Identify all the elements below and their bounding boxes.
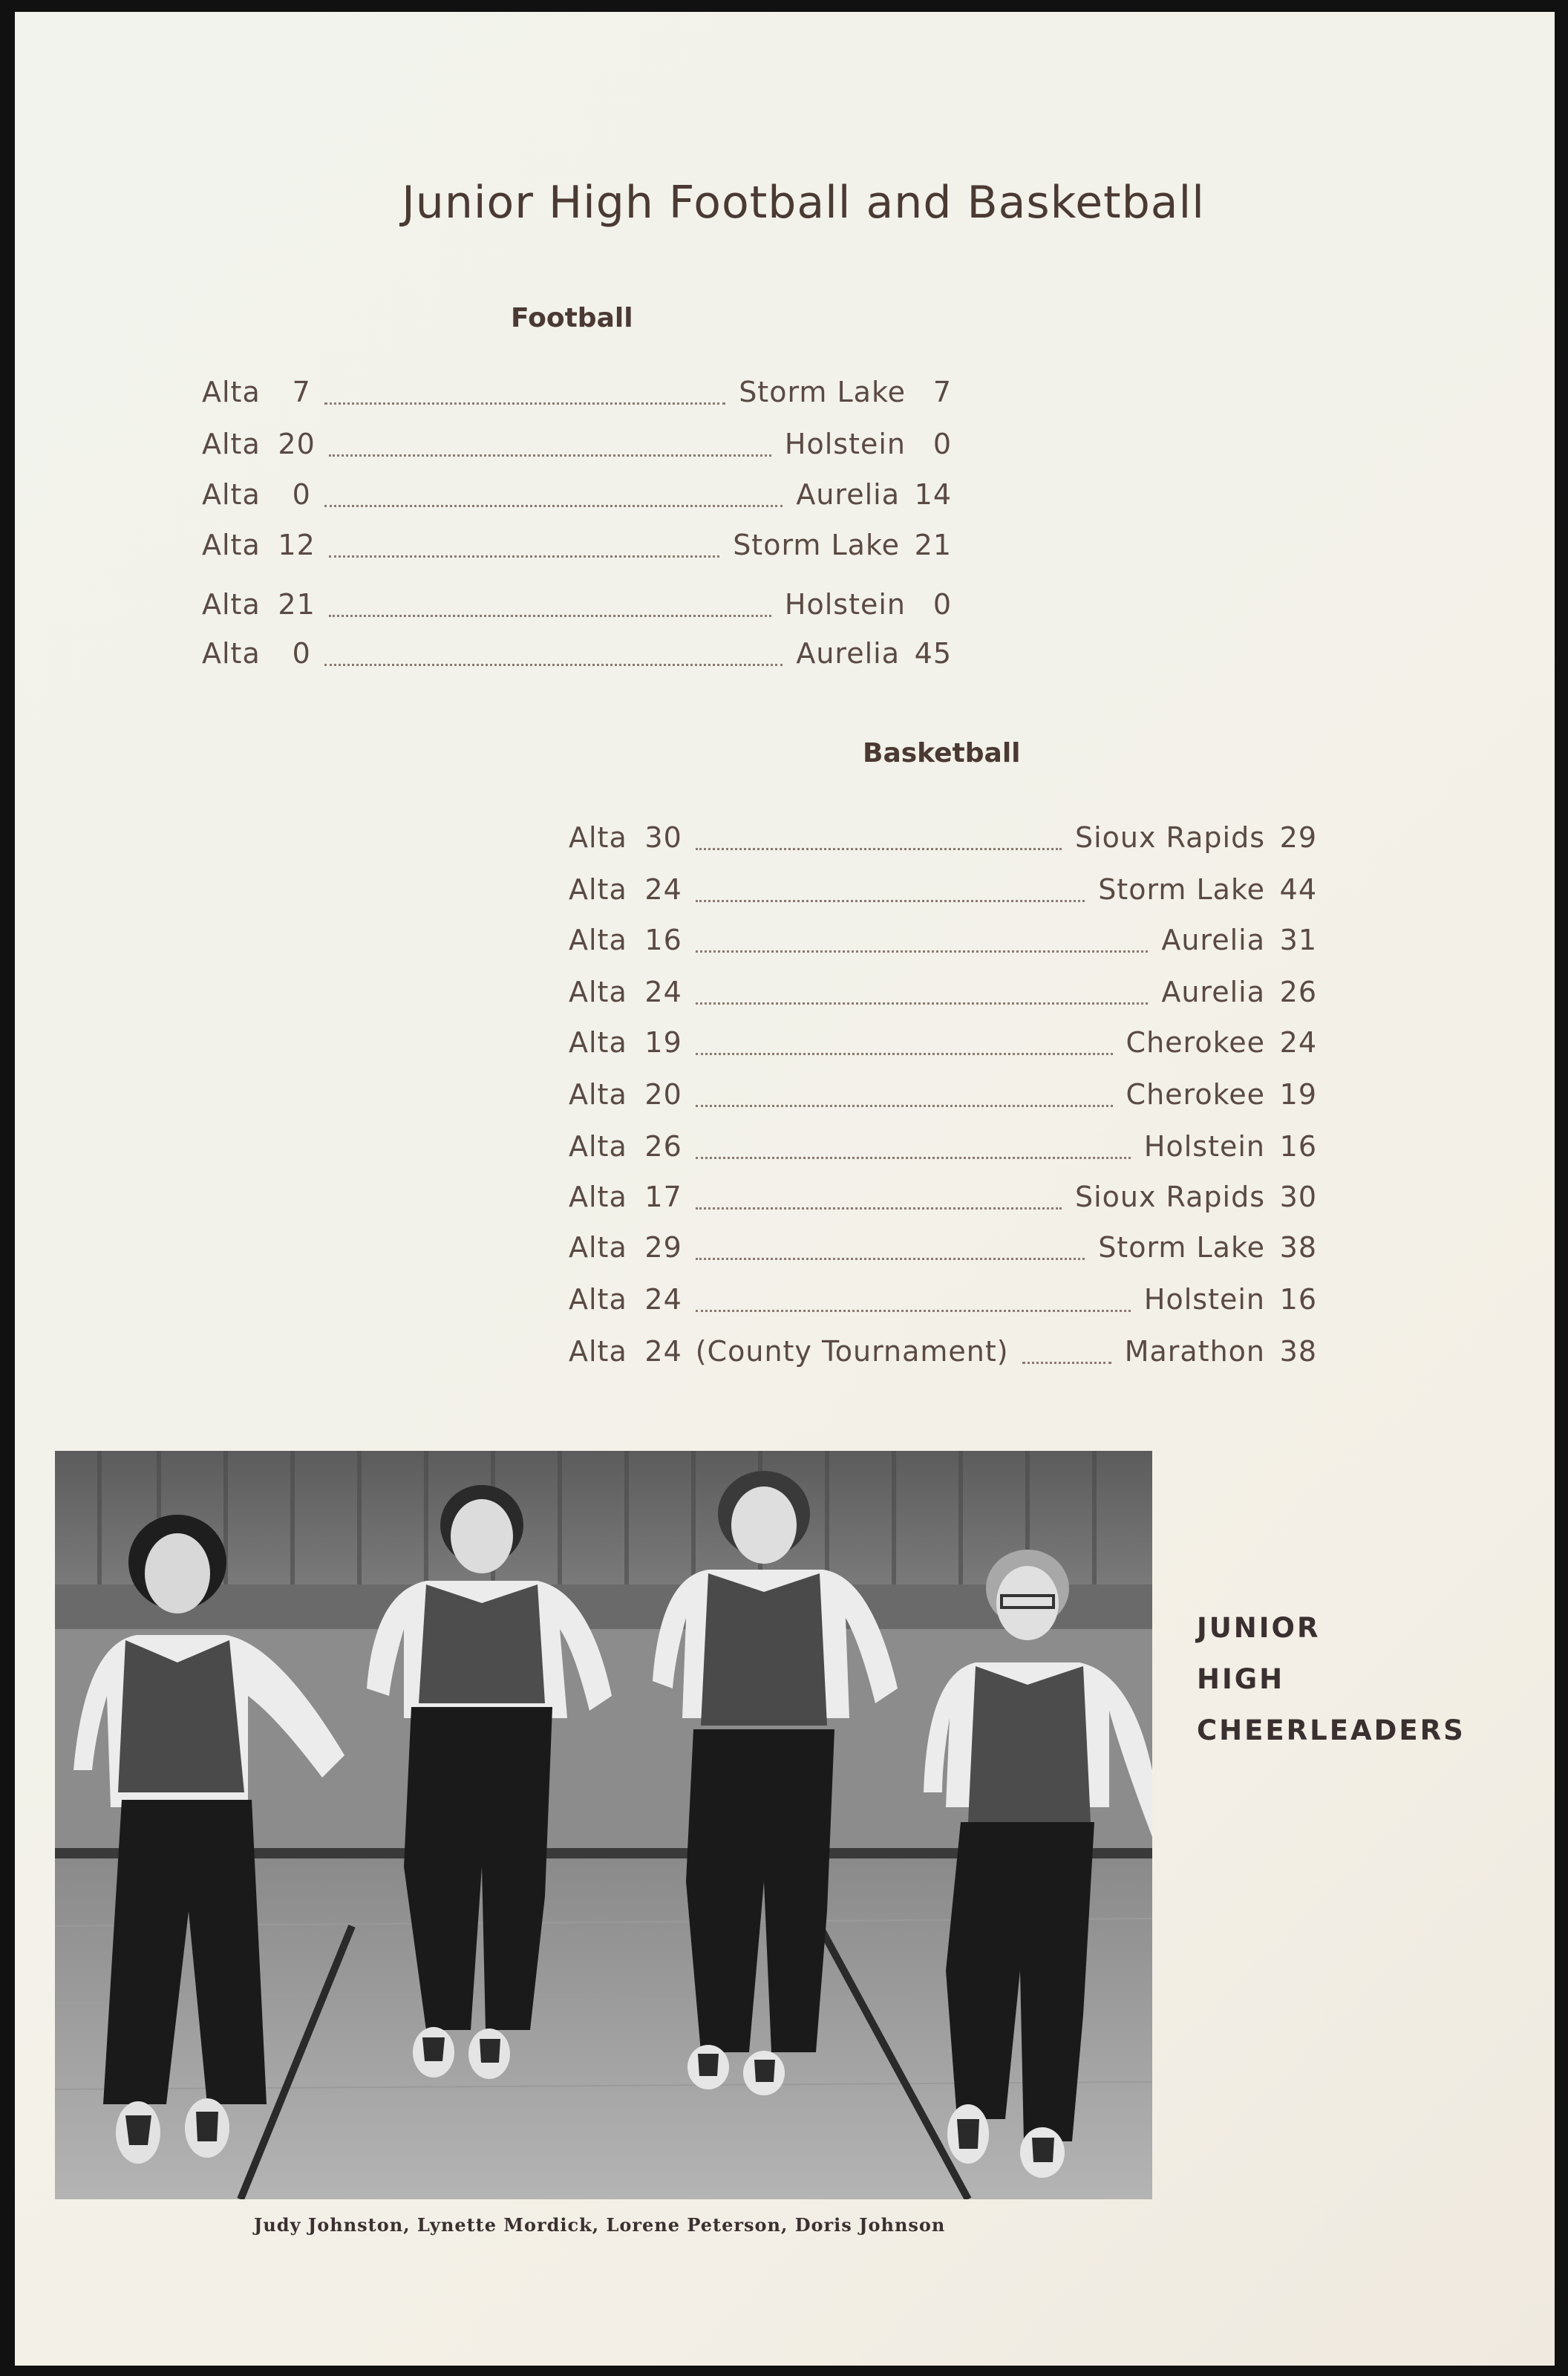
team-name: Alta [569,924,627,956]
dot-leader [696,848,1062,850]
opponent-score: 16 [1279,1130,1317,1163]
team-name: Alta [202,376,261,408]
opponent-name: Storm Lake [1098,873,1265,906]
page-title: Junior High Football and Basketball [402,177,1205,229]
opponent-score: 21 [914,529,952,561]
team-score: 20 [644,1078,682,1111]
team-score: 26 [644,1130,682,1163]
basketball-row [569,976,1317,1013]
basketball-row [569,1078,1317,1115]
team-score: 24 [644,1283,682,1316]
team-score: 17 [644,1181,682,1213]
opponent-name: Aurelia [796,478,900,511]
opponent-name: Cherokee [1126,1078,1265,1111]
team-name: Alta [569,1181,627,1213]
dot-leader [696,1157,1131,1159]
dot-leader [696,1105,1113,1107]
opponent-score: 31 [1279,924,1317,956]
team-name: Alta [202,588,261,621]
opponent-name: Aurelia [1161,976,1265,1008]
opponent-score: 44 [1279,873,1317,906]
opponent-score: 38 [1279,1231,1317,1264]
opponent-name: Holstein [1143,1283,1265,1316]
yearbook-page [15,12,1555,2366]
opponent-name: Sioux Rapids [1074,1181,1265,1213]
team-name: Alta [202,428,261,460]
basketball-row [569,1335,1317,1372]
team-name: Alta [569,1335,627,1368]
dot-leader [696,1002,1149,1005]
basketball-heading: Basketball [863,738,1021,768]
team-score: 20 [278,428,316,460]
team-name: Alta [569,1283,627,1316]
basketball-row [569,821,1317,858]
team-name: Alta [569,1078,627,1111]
team-score: 19 [644,1026,682,1059]
side-label-line: HIGH [1197,1663,1285,1695]
basketball-row [569,1026,1317,1063]
dot-leader [329,615,771,617]
basketball-row [569,1283,1317,1320]
dot-leader [696,1310,1131,1312]
football-row [202,428,952,465]
team-name: Alta [202,529,261,561]
basketball-row [569,924,1317,961]
team-name: Alta [569,1026,627,1059]
opponent-name: Marathon [1124,1335,1265,1368]
opponent-name: Holstein [784,588,906,621]
team-name: Alta [202,637,261,670]
team-score: 24 [644,1335,682,1368]
side-label-line: CHEERLEADERS [1197,1714,1466,1746]
dot-leader [324,664,783,666]
team-name: Alta [569,1231,627,1264]
opponent-name: Aurelia [796,637,900,670]
team-name: Alta [569,976,627,1008]
game-note: (County Tournament) [695,1335,1009,1368]
opponent-name: Storm Lake [739,376,906,408]
opponent-score: 26 [1279,976,1317,1008]
opponent-name: Aurelia [1161,924,1265,956]
basketball-row [569,873,1317,910]
basketball-row [569,1181,1317,1218]
team-name: Alta [202,478,261,511]
team-score: 0 [292,637,311,670]
opponent-name: Holstein [784,428,906,460]
opponent-name: Storm Lake [1098,1231,1265,1264]
opponent-name: Sioux Rapids [1074,821,1265,854]
opponent-score: 0 [932,428,952,460]
dot-leader [329,555,719,558]
team-score: 12 [278,529,316,561]
dot-leader [696,1053,1113,1055]
opponent-score: 29 [1279,821,1317,854]
football-row [202,376,952,413]
team-score: 30 [644,821,682,854]
team-score: 21 [278,588,316,621]
team-score: 24 [644,976,682,1008]
team-name: Alta [569,873,627,906]
dot-leader [324,402,725,405]
dot-leader [696,1258,1085,1260]
football-row [202,478,952,515]
photo-caption: Judy Johnston, Lynette Mordick, Lorene Peterson, Doris Johnson [254,2214,946,2236]
team-score: 7 [292,376,311,408]
opponent-score: 7 [932,376,952,408]
team-score: 24 [644,873,682,906]
opponent-score: 30 [1279,1181,1317,1213]
cheerleaders-photo [55,1451,1152,2199]
opponent-score: 0 [932,588,952,621]
opponent-name: Cherokee [1126,1026,1265,1059]
basketball-row [569,1130,1317,1167]
photo-side-label [1197,1602,1466,1756]
dot-leader [1022,1362,1111,1364]
opponent-score: 38 [1279,1335,1317,1368]
dot-leader [324,505,783,507]
opponent-score: 14 [914,478,952,511]
basketball-row [569,1231,1317,1268]
cheerleaders-photo-illustration [55,1451,1152,2199]
dot-leader [329,454,771,457]
dot-leader [696,950,1149,953]
team-name: Alta [569,1130,627,1163]
team-name: Alta [569,821,627,854]
side-label-line: JUNIOR [1197,1612,1321,1644]
opponent-score: 24 [1279,1026,1317,1059]
team-score: 29 [644,1231,682,1264]
opponent-score: 45 [914,637,952,670]
opponent-score: 16 [1279,1283,1317,1316]
opponent-score: 19 [1279,1078,1317,1111]
opponent-name: Holstein [1143,1130,1265,1163]
team-score: 16 [644,924,682,956]
football-row [202,637,952,674]
dot-leader [696,1207,1062,1210]
dot-leader [696,900,1085,902]
football-row [202,588,952,625]
football-row [202,529,952,566]
football-heading: Football [511,303,633,333]
team-score: 0 [292,478,311,511]
opponent-name: Storm Lake [733,529,900,561]
